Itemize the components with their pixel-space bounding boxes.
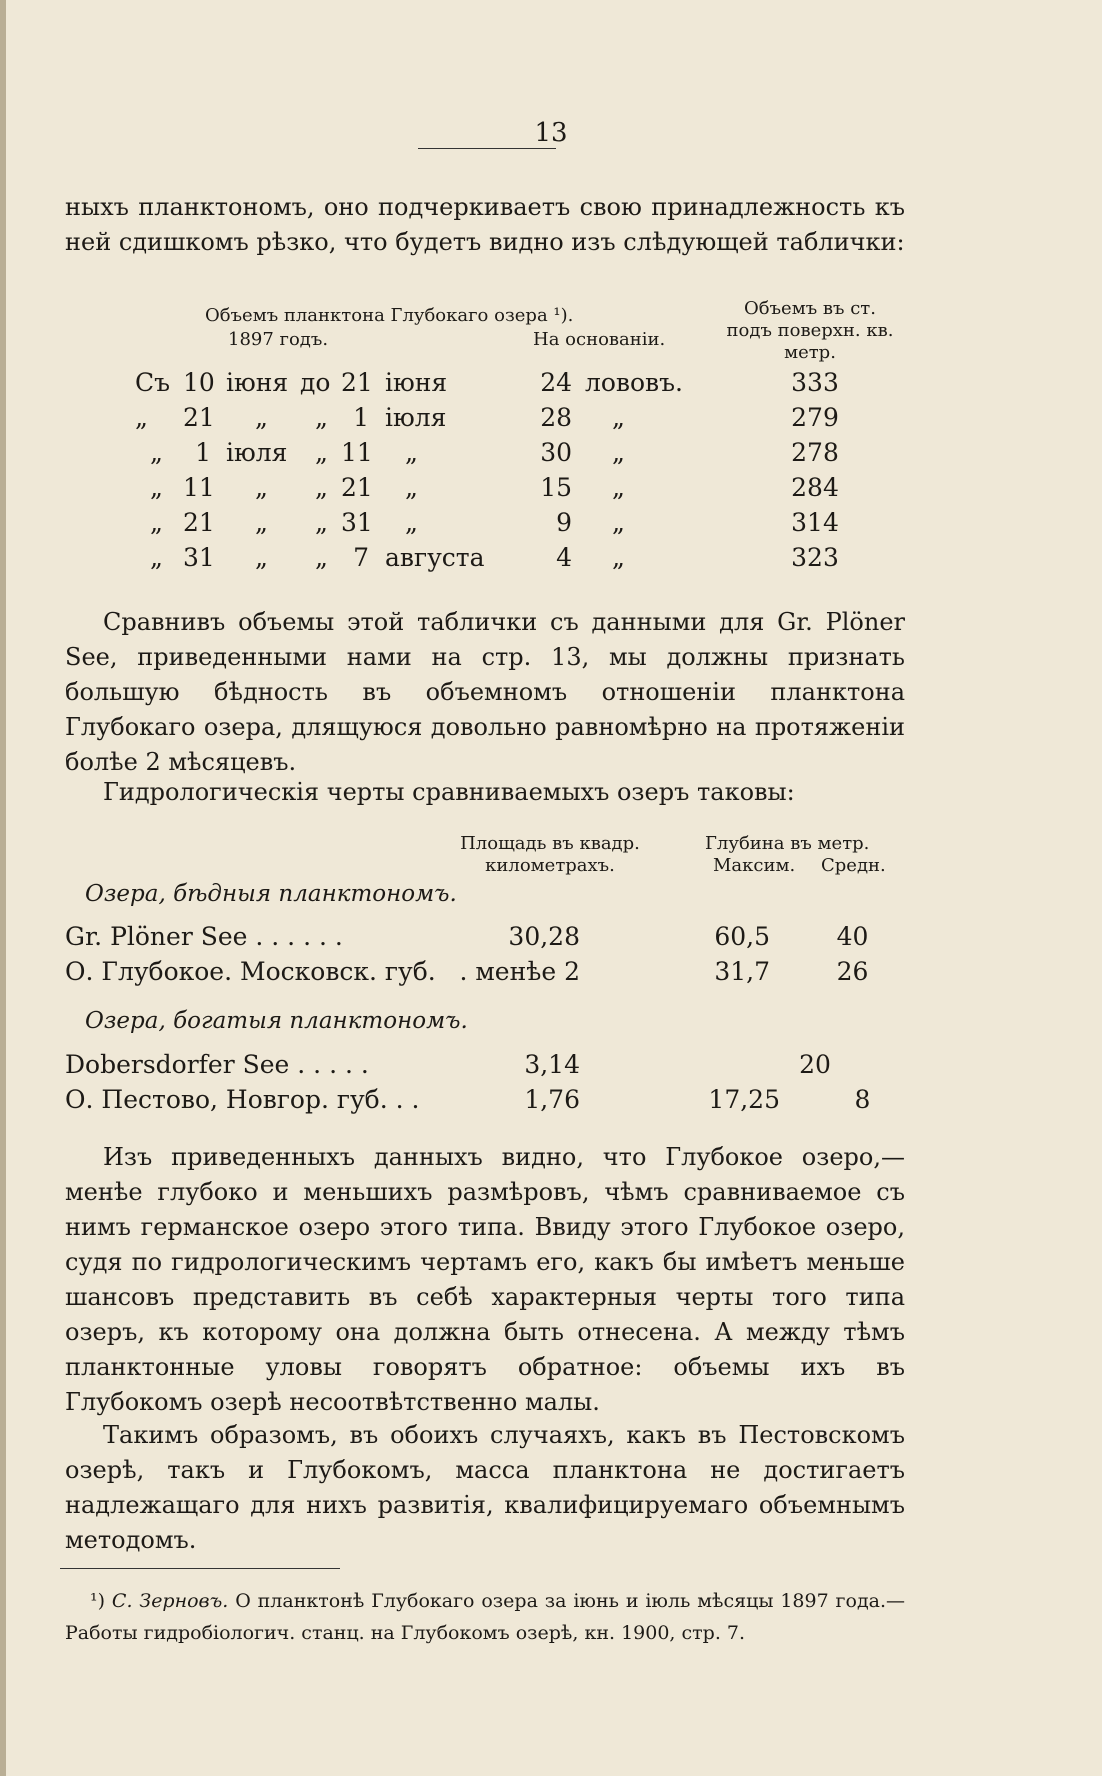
lake-depth-max: 60,5 xyxy=(714,922,770,951)
row-count: 15 xyxy=(540,473,572,502)
footnote-rule xyxy=(60,1568,340,1569)
row-to-month: „ xyxy=(405,438,418,467)
lake-area: 30,28 xyxy=(508,922,580,951)
lake-area: 1,76 xyxy=(524,1085,580,1114)
row-to-month: іюля xyxy=(385,403,447,432)
row-to-day: 1 xyxy=(353,403,369,432)
lake-area: . менѣе 2 xyxy=(459,957,580,986)
lake-depth-max: 17,25 xyxy=(708,1085,780,1114)
table2-header-area-line2: километрахъ. xyxy=(485,855,615,876)
lake-depth-avg: 26 xyxy=(836,957,869,986)
lake-depth-max: 31,7 xyxy=(714,957,770,986)
table2-header-max: Максим. xyxy=(713,855,796,876)
row-from-day: 10 xyxy=(183,368,215,397)
row-volume: 323 xyxy=(791,543,839,572)
table2-header-depth: Глубина въ метр. xyxy=(705,833,870,854)
lake-name: Gr. Plöner See . . . . . . xyxy=(65,922,343,951)
table2-header-area-line1: Площадь въ квадр. xyxy=(460,833,640,854)
lake-area: 3,14 xyxy=(524,1050,580,1079)
row-from-month: іюля xyxy=(226,438,288,467)
lake-name: Dobersdorfer See . . . . . xyxy=(65,1050,369,1079)
table1-header-basis: На основаніи. xyxy=(533,329,666,350)
row-from-word: „ xyxy=(135,403,148,432)
row-to-word: „ xyxy=(315,438,328,467)
table1-header-volume-line2: подъ поверхн. кв. xyxy=(726,320,894,341)
page-number: 13 xyxy=(534,118,568,148)
table1-header-volume-line3: метр. xyxy=(784,342,836,363)
row-count-unit: „ xyxy=(612,403,625,432)
row-to-day: 21 xyxy=(341,473,373,502)
row-to-word: до xyxy=(300,368,331,397)
row-count: 24 xyxy=(540,368,572,397)
row-to-month: іюня xyxy=(385,368,448,397)
row-count-unit: „ xyxy=(612,508,625,537)
table1-header-volume-line1: Объемъ въ ст. xyxy=(744,298,876,319)
row-to-month: „ xyxy=(405,473,418,502)
row-to-day: 7 xyxy=(353,543,369,572)
row-volume: 333 xyxy=(791,368,839,397)
paragraph-hydrology-intro: Гидрологическія черты сравниваемыхъ озеръ таковы: xyxy=(103,778,795,806)
table1-header-title: Объемъ планктона Глубокаго озера ¹). xyxy=(205,305,574,326)
row-to-day: 11 xyxy=(341,438,373,467)
row-to-word: „ xyxy=(315,473,328,502)
footnote xyxy=(65,1585,905,1649)
row-from-month: „ xyxy=(255,403,268,432)
row-count: 9 xyxy=(556,508,572,537)
row-from-month: „ xyxy=(255,473,268,502)
row-from-day: 31 xyxy=(183,543,215,572)
lake-depth-merged: 20 xyxy=(799,1050,831,1079)
row-count: 4 xyxy=(556,543,572,572)
row-count: 30 xyxy=(540,438,572,467)
row-count-unit: лововъ. xyxy=(585,368,683,397)
table2-header-avg: Средн. xyxy=(821,855,886,876)
row-to-month: „ xyxy=(405,508,418,537)
row-count-unit: „ xyxy=(612,473,625,502)
row-volume: 314 xyxy=(791,508,839,537)
row-from-day: 1 xyxy=(195,438,211,467)
paragraph-intro: ныхъ планктономъ, оно подчеркиваетъ свою принадлежность къ ней сдишкомъ рѣзко, что будетъ видно изъ слѣдующей таблички: xyxy=(65,193,905,256)
row-to-word: „ xyxy=(315,508,328,537)
row-count-unit: „ xyxy=(612,543,625,572)
row-count-unit: „ xyxy=(612,438,625,467)
row-volume: 278 xyxy=(791,438,839,467)
table1-header-year: 1897 годъ. xyxy=(228,329,329,350)
lake-name: О. Пестово, Новгор. губ. . . xyxy=(65,1085,420,1114)
row-to-word: „ xyxy=(315,543,328,572)
row-from-word: „ xyxy=(150,543,163,572)
row-volume: 279 xyxy=(791,403,839,432)
lake-name: О. Глубокое. Московск. губ. xyxy=(65,957,436,986)
table2-group-poor: Озера, бѣдныя планктономъ. xyxy=(85,881,457,907)
footnote-text: О планктонѣ Глубокаго озера за іюнь и іюль мѣсяцы 1897 года.—Работы гидробіологич. станц. на Глубокомъ озерѣ, кн. 1900, стр. 7. xyxy=(65,1590,906,1644)
row-from-day: 21 xyxy=(183,508,215,537)
paragraph-analysis: Изъ приведенныхъ данныхъ видно, что Глубокое озеро,— менѣе глубоко и меньшихъ размѣровъ, чѣмъ сравниваемое съ нимъ германское озеро этого типа. Ввиду этого Глубокое озеро, судя по гидрологическимъ чертамъ его, какъ бы имѣетъ меньше шансовъ представить въ себѣ характерныя черты того типа озеръ, къ которому она должна быть отнесена. А между тѣмъ планктонные уловы говорятъ обратное: объемы ихъ въ Глубокомъ озерѣ несоотвѣтственно малы. xyxy=(65,1143,905,1416)
row-from-month: „ xyxy=(255,543,268,572)
row-count: 28 xyxy=(540,403,572,432)
paragraph-conclusion: Такимъ образомъ, въ обоихъ случаяхъ, какъ въ Пестовскомъ озерѣ, такъ и Глубокомъ, масса планктона не достигаетъ надлежащаго для нихъ развитія, квалифицируемаго объемнымъ методомъ. xyxy=(65,1421,905,1554)
row-to-word: „ xyxy=(315,403,328,432)
table1-header-volume xyxy=(700,298,920,364)
row-from-word: „ xyxy=(150,438,163,467)
row-to-day: 21 xyxy=(341,368,373,397)
paragraph-comparison: Сравнивъ объемы этой таблички съ данными для Gr. Plöner See, приведенными нами на стр. 13, мы должны признать большую бѣдность въ объемномъ отношеніи планктона Глубокаго озера, длящуюся довольно равномѣрно на протяженіи болѣе 2 мѣсяцевъ. xyxy=(65,608,905,776)
row-from-word: „ xyxy=(150,473,163,502)
row-from-word: Съ xyxy=(135,368,171,397)
table2-group-rich: Озера, богатыя планктономъ. xyxy=(85,1008,468,1034)
footnote-mark: ¹) xyxy=(90,1590,106,1612)
row-from-month: „ xyxy=(255,508,268,537)
footnote-author: С. Зерновъ. xyxy=(111,1590,229,1612)
page-number-rule xyxy=(418,148,556,149)
row-from-day: 11 xyxy=(183,473,215,502)
row-from-word: „ xyxy=(150,508,163,537)
row-from-day: 21 xyxy=(183,403,215,432)
page-spine-edge xyxy=(0,0,6,1776)
table2-header-area xyxy=(440,833,660,877)
lake-depth-avg: 40 xyxy=(836,922,869,951)
row-to-day: 31 xyxy=(341,508,373,537)
row-volume: 284 xyxy=(791,473,839,502)
row-from-month: іюня xyxy=(226,368,289,397)
lake-depth-avg: 8 xyxy=(854,1085,871,1114)
row-to-month: августа xyxy=(385,543,485,572)
